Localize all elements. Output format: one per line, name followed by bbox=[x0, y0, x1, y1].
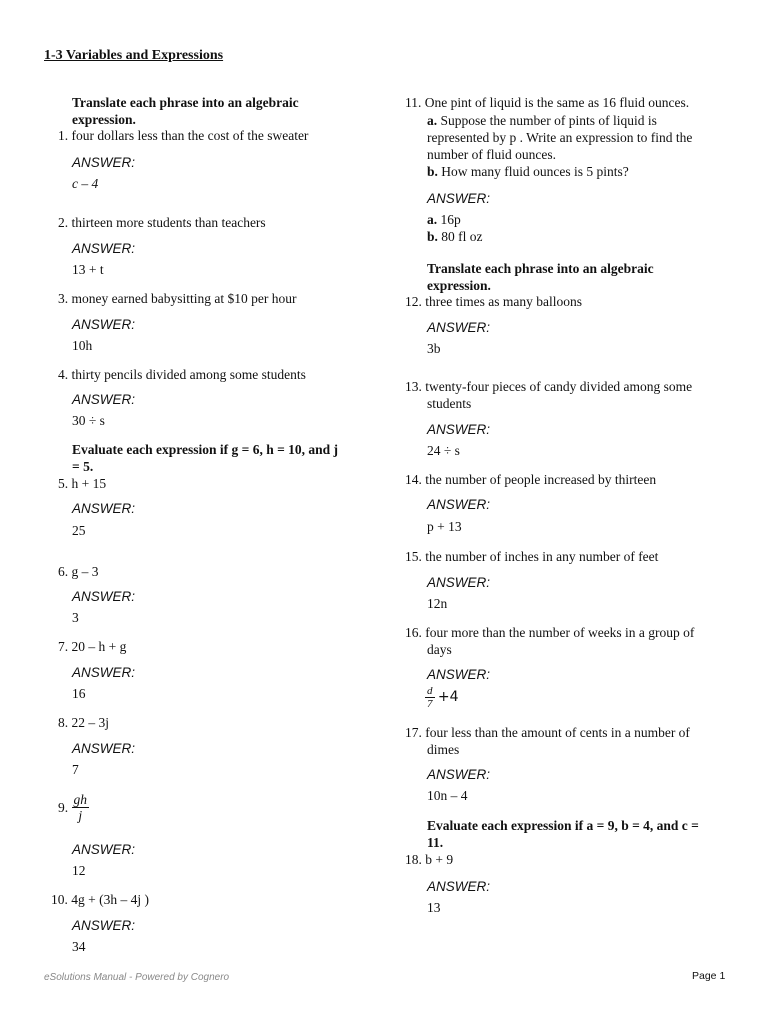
question-16 bbox=[405, 624, 694, 658]
section-heading-translate bbox=[72, 94, 299, 128]
answer-label: ANSWER: bbox=[427, 575, 491, 590]
answer-9: 12 bbox=[72, 863, 86, 878]
question-number: 10. bbox=[51, 892, 68, 907]
question-2 bbox=[58, 214, 266, 231]
question-number: 14. bbox=[405, 472, 422, 487]
answer-5: 25 bbox=[72, 523, 86, 538]
question-text: four more than the number of weeks in a group of bbox=[425, 625, 695, 640]
question-text: One pint of liquid is the same as 16 fluid ounces. bbox=[424, 95, 690, 110]
heading-line: Evaluate each expression if a = 9, b = 4, and c = bbox=[427, 818, 699, 833]
answer-text: +4 bbox=[437, 689, 459, 705]
heading-line: expression. bbox=[427, 278, 491, 293]
question-10 bbox=[51, 891, 149, 908]
question-number: 2. bbox=[58, 215, 69, 230]
answer-13: 24 ÷ s bbox=[427, 443, 460, 458]
question-13 bbox=[405, 378, 692, 412]
answer-3: 10h bbox=[72, 338, 93, 353]
heading-line: 11. bbox=[427, 835, 444, 850]
answer-label: ANSWER: bbox=[72, 589, 136, 604]
answer-8: 7 bbox=[72, 762, 79, 777]
section-heading-translate bbox=[427, 260, 654, 294]
answer-11 bbox=[427, 211, 483, 245]
question-4 bbox=[58, 366, 306, 383]
question-number: 18. bbox=[405, 852, 422, 867]
heading-line: Translate each phrase into an algebraic bbox=[427, 261, 654, 276]
question-number: 1. bbox=[58, 128, 69, 143]
question-text: h + 15 bbox=[71, 476, 107, 491]
answer-text: 80 fl oz bbox=[441, 229, 483, 244]
question-7 bbox=[58, 638, 126, 655]
fraction-denominator: 7 bbox=[427, 698, 433, 710]
question-text: thirteen more students than teachers bbox=[71, 215, 266, 230]
question-number: 3. bbox=[58, 291, 69, 306]
heading-line: Evaluate each expression if g = 6, h = 10, and j bbox=[72, 442, 339, 457]
answer-7: 16 bbox=[72, 686, 86, 701]
answer-text: c – 4 bbox=[72, 176, 99, 191]
question-18 bbox=[405, 851, 453, 868]
fraction-denominator: j bbox=[78, 808, 83, 823]
question-number: 15. bbox=[405, 549, 422, 564]
answer-label: ANSWER: bbox=[72, 317, 136, 332]
answer-label: ANSWER: bbox=[72, 392, 136, 407]
part-label: a. bbox=[427, 212, 438, 227]
question-14 bbox=[405, 471, 656, 488]
question-15 bbox=[405, 548, 658, 565]
answer-label: ANSWER: bbox=[427, 767, 491, 782]
answer-label: ANSWER: bbox=[427, 422, 491, 437]
heading-line: Translate each phrase into an algebraic bbox=[72, 95, 299, 110]
answer-label: ANSWER: bbox=[72, 665, 136, 680]
answer-10: 34 bbox=[72, 939, 86, 954]
question-11-part-a bbox=[427, 112, 727, 180]
page-number: Page 1 bbox=[692, 970, 726, 982]
question-number: 13. bbox=[405, 379, 422, 394]
fraction-numerator: gh bbox=[73, 792, 87, 807]
fraction-expression bbox=[425, 685, 435, 710]
answer-15: 12n bbox=[427, 596, 448, 611]
footer-publisher: eSolutions Manual - Powered by Cognero bbox=[44, 972, 230, 983]
answer-label: ANSWER: bbox=[72, 842, 136, 857]
answer-2: 13 + t bbox=[72, 262, 104, 277]
heading-line: = 5. bbox=[72, 459, 94, 474]
answer-18: 13 bbox=[427, 900, 441, 915]
answer-label: ANSWER: bbox=[72, 918, 136, 933]
question-text: dimes bbox=[427, 742, 460, 757]
answer-16 bbox=[425, 685, 459, 710]
answer-label: ANSWER: bbox=[72, 241, 136, 256]
answer-6: 3 bbox=[72, 610, 79, 625]
question-number: 17. bbox=[405, 725, 422, 740]
answer-12: 3b bbox=[427, 341, 441, 356]
answer-label: ANSWER: bbox=[427, 191, 491, 206]
question-text: 22 – 3j bbox=[71, 715, 110, 730]
question-12 bbox=[405, 293, 582, 310]
fraction-numerator: d bbox=[427, 685, 433, 697]
question-number: 6. bbox=[58, 564, 69, 579]
section-heading-evaluate bbox=[72, 441, 338, 475]
question-8 bbox=[58, 714, 109, 731]
question-text: three times as many balloons bbox=[425, 294, 582, 309]
question-text: four less than the amount of cents in a number of bbox=[425, 725, 690, 740]
question-text: b + 9 bbox=[425, 852, 454, 867]
answer-4: 30 ÷ s bbox=[72, 413, 105, 428]
section-heading-evaluate bbox=[427, 817, 699, 851]
part-text: represented by p . Write an expression to find the bbox=[427, 130, 693, 145]
question-text: g – 3 bbox=[71, 564, 99, 579]
question-number: 4. bbox=[58, 367, 69, 382]
question-6 bbox=[58, 563, 99, 580]
question-1 bbox=[58, 127, 308, 144]
question-text: twenty-four pieces of candy divided among some bbox=[425, 379, 693, 394]
heading-line: expression. bbox=[72, 112, 136, 127]
answer-1 bbox=[72, 175, 98, 192]
question-number: 8. bbox=[58, 715, 69, 730]
question-number: 5. bbox=[58, 476, 69, 491]
question-text: days bbox=[427, 642, 452, 657]
fraction-expression bbox=[72, 792, 90, 823]
question-text: four dollars less than the cost of the sweater bbox=[71, 128, 309, 143]
answer-17: 10n – 4 bbox=[427, 788, 468, 803]
question-3 bbox=[58, 290, 296, 307]
answer-label: ANSWER: bbox=[72, 741, 136, 756]
question-11 bbox=[405, 94, 689, 111]
question-number: 16. bbox=[405, 625, 422, 640]
answer-label: ANSWER: bbox=[427, 667, 491, 682]
answer-label: ANSWER: bbox=[72, 501, 136, 516]
answer-text: 16p bbox=[440, 212, 461, 227]
question-number: 9. bbox=[58, 800, 69, 815]
question-text: students bbox=[427, 396, 472, 411]
part-label: a. bbox=[427, 113, 438, 128]
question-text: the number of people increased by thirteen bbox=[425, 472, 657, 487]
question-text: money earned babysitting at $10 per hour bbox=[71, 291, 297, 306]
question-17 bbox=[405, 724, 690, 758]
question-text: 20 – h + g bbox=[71, 639, 127, 654]
answer-label: ANSWER: bbox=[427, 497, 491, 512]
answer-label: ANSWER: bbox=[427, 879, 491, 894]
part-label: b. bbox=[427, 229, 438, 244]
question-text: thirty pencils divided among some students bbox=[71, 367, 306, 382]
part-label: b. bbox=[427, 164, 438, 179]
answer-label: ANSWER: bbox=[72, 155, 136, 170]
question-text: 4g + (3h – 4j ) bbox=[71, 892, 149, 907]
question-text: the number of inches in any number of feet bbox=[425, 549, 659, 564]
page-title: 1-3 Variables and Expressions bbox=[44, 48, 224, 63]
question-number: 12. bbox=[405, 294, 422, 309]
question-number: 11. bbox=[405, 95, 422, 110]
part-text: How many fluid ounces is 5 pints? bbox=[441, 164, 629, 179]
question-9 bbox=[58, 792, 89, 823]
question-5 bbox=[58, 475, 106, 492]
answer-14: p + 13 bbox=[427, 519, 462, 534]
part-text: number of fluid ounces. bbox=[427, 147, 556, 162]
answer-label: ANSWER: bbox=[427, 320, 491, 335]
part-text: Suppose the number of pints of liquid is bbox=[440, 113, 657, 128]
question-number: 7. bbox=[58, 639, 69, 654]
